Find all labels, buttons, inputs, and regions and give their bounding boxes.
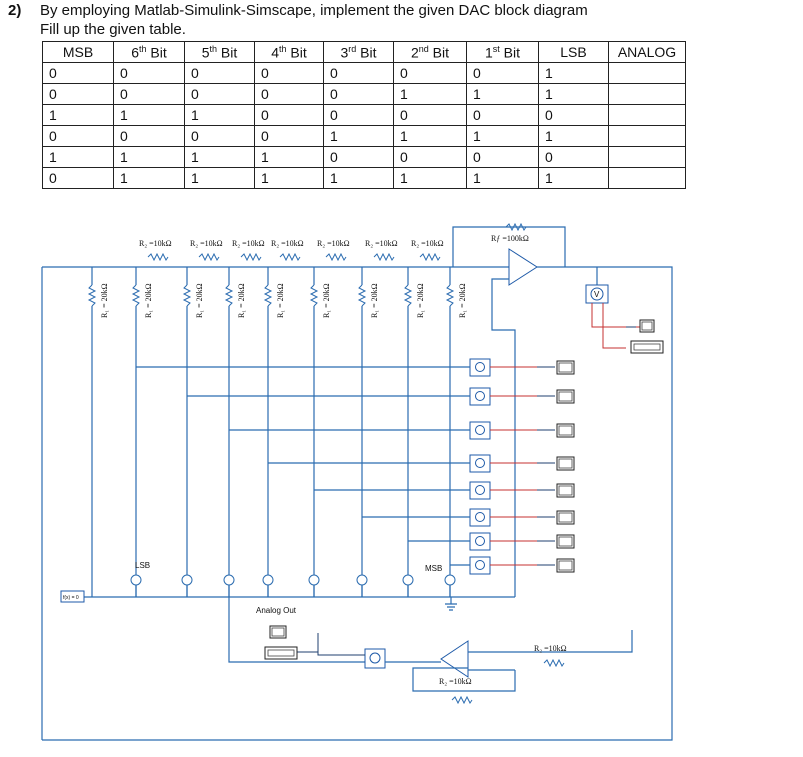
bit-cell: 1 xyxy=(185,168,255,189)
inverter-resistor-2 xyxy=(452,697,472,703)
header-tail: Bit xyxy=(286,44,307,61)
bit-cell: 0 xyxy=(43,168,114,189)
shunt-resistor xyxy=(265,285,271,306)
series-resistor-label: R₂ =10kΩ xyxy=(190,239,223,248)
header-text: MSB xyxy=(62,44,94,60)
header-tail: Bit xyxy=(356,44,377,61)
shunt-resistor xyxy=(359,285,365,306)
question-number: 2) xyxy=(8,2,22,19)
ground-symbol xyxy=(445,597,457,610)
shunt-resistor-label: R₁ = 20kΩ xyxy=(416,283,425,318)
shunt-resistor xyxy=(311,285,317,306)
bit-cell: 0 xyxy=(539,147,609,168)
shunt-resistor-label: R₁ = 20kΩ xyxy=(237,283,246,318)
shunt-resistor xyxy=(405,285,411,306)
bit-cell: 1 xyxy=(467,126,539,147)
msb-label: MSB xyxy=(425,564,443,573)
header-text: ANALOG xyxy=(617,44,677,60)
analog-out-sensor xyxy=(365,649,385,668)
shunt-resistor xyxy=(226,285,232,306)
bit-cell: 1 xyxy=(114,168,185,189)
bit-voltage-sensor xyxy=(470,509,490,526)
header-sup: rd xyxy=(348,43,357,54)
series-resistor-label: R₂ =10kΩ xyxy=(232,239,265,248)
analog-out-label: Analog Out xyxy=(256,606,297,615)
header-tail: Bit xyxy=(217,44,238,61)
bit-cell: 1 xyxy=(467,84,539,105)
shunt-resistor-label: R₁ = 20kΩ xyxy=(276,283,285,318)
voltmeter-signal-2 xyxy=(603,303,626,348)
header-text: 6 xyxy=(131,44,140,61)
series-resistor xyxy=(241,254,261,260)
shunt-resistor-label: R₁ = 20kΩ xyxy=(370,283,379,318)
shunt-resistor-label: R₁ = 20kΩ xyxy=(195,283,204,318)
dc-voltage-source xyxy=(309,575,319,585)
bit-cell: 0 xyxy=(255,126,324,147)
header-text: LSB xyxy=(560,44,587,60)
summing-opamp xyxy=(509,249,537,285)
bit-voltage-sensor xyxy=(470,422,490,439)
dc-voltage-source xyxy=(263,575,273,585)
header-sup: th xyxy=(139,43,147,54)
bit-cell: 1 xyxy=(43,105,114,126)
bit-cell: 0 xyxy=(324,84,394,105)
dc-voltage-source xyxy=(403,575,413,585)
bit-cell: 0 xyxy=(394,147,467,168)
series-resistor-label: R₂ =10kΩ xyxy=(317,239,350,248)
opamp1-plus-wire xyxy=(492,279,515,597)
bit-cell: 1 xyxy=(539,126,609,147)
voltage-sources xyxy=(131,575,455,597)
bit-cell: 1 xyxy=(255,147,324,168)
bit-cell: 1 xyxy=(539,168,609,189)
series-resistor-label: R₂ =10kΩ xyxy=(139,239,172,248)
header-tail: Bit xyxy=(146,44,167,61)
feedback-resistor-label: Rƒ =100kΩ xyxy=(491,234,529,243)
question-subtitle: Fill up the given table. xyxy=(40,21,186,38)
header-text: 1 xyxy=(484,44,493,61)
bit-cell: 1 xyxy=(185,147,255,168)
shunt-resistor xyxy=(133,285,139,306)
series-resistor xyxy=(326,254,346,260)
left-rail-wire xyxy=(42,267,92,740)
dc-voltage-source xyxy=(224,575,234,585)
bit-cell: 0 xyxy=(394,105,467,126)
header-text: 5 xyxy=(201,44,210,61)
bit-cell: 0 xyxy=(114,63,185,84)
bit-cell: 0 xyxy=(394,63,467,84)
solver-label: f(x) = 0 xyxy=(63,595,79,601)
bit-cell: 1 xyxy=(185,105,255,126)
bit-cell: 0 xyxy=(185,63,255,84)
header-sup: st xyxy=(492,43,500,54)
header-tail: Bit xyxy=(499,44,521,61)
shunt-resistor-label: R₁ = 20kΩ xyxy=(100,283,109,318)
inverter-resistor-label: R₂ =10kΩ xyxy=(534,644,567,653)
bit-cell: 0 xyxy=(43,63,114,84)
lsb-label: LSB xyxy=(135,561,151,570)
bit-cell: 0 xyxy=(185,126,255,147)
series-resistor xyxy=(148,254,168,260)
bit-voltage-sensor xyxy=(470,482,490,499)
bit-cell: 1 xyxy=(394,168,467,189)
voltmeter-symbol: V xyxy=(594,290,600,299)
inverter-resistor xyxy=(544,660,564,666)
bit-cell: 1 xyxy=(43,147,114,168)
dc-voltage-source xyxy=(445,575,455,585)
dc-voltage-source xyxy=(131,575,141,585)
shunt-resistor-label: R₁ = 20kΩ xyxy=(458,283,467,318)
header-sup: th xyxy=(279,43,287,54)
inverter-resistor-2-label: R₂ =10kΩ xyxy=(439,677,472,686)
bit-cell: 1 xyxy=(539,84,609,105)
bit-voltage-sensor xyxy=(470,533,490,550)
bit-cell: 1 xyxy=(467,168,539,189)
header-sup: nd xyxy=(418,43,429,54)
inverter-opamp xyxy=(441,641,468,677)
bit-cell: 0 xyxy=(467,105,539,126)
bit-cell: 0 xyxy=(114,84,185,105)
bit-cell: 1 xyxy=(324,126,394,147)
bit-voltage-sensor xyxy=(470,455,490,472)
bit-cell: 0 xyxy=(185,84,255,105)
analog-out-signal xyxy=(296,633,365,655)
bit-cell: 1 xyxy=(394,126,467,147)
bit-cell: 0 xyxy=(467,63,539,84)
shunt-resistor-label: R₁ = 20kΩ xyxy=(322,283,331,318)
shunt-resistor-label: R₁ = 20kΩ xyxy=(144,283,153,318)
bit-cell: 0 xyxy=(539,105,609,126)
bit-cell: 1 xyxy=(539,63,609,84)
series-resistor xyxy=(374,254,394,260)
bit-cell: 1 xyxy=(114,147,185,168)
voltmeter-signal xyxy=(592,303,640,327)
bit-cell: 1 xyxy=(114,105,185,126)
series-resistor-label: R₂ =10kΩ xyxy=(271,239,304,248)
bit-voltage-sensor xyxy=(470,388,490,405)
bit-cell: 0 xyxy=(467,147,539,168)
bit-cell: 0 xyxy=(324,63,394,84)
bit-cell: 0 xyxy=(43,84,114,105)
bit-cell: 1 xyxy=(394,84,467,105)
dc-voltage-source xyxy=(357,575,367,585)
bit-cell: 1 xyxy=(255,168,324,189)
bit-cell: 0 xyxy=(114,126,185,147)
bit-voltage-sensor xyxy=(470,557,490,574)
header-text: 3 xyxy=(340,44,349,61)
inverter-r-wire xyxy=(515,630,632,652)
header-tail: Bit xyxy=(428,44,450,61)
series-resistor-label: R₂ =10kΩ xyxy=(365,239,398,248)
series-resistor xyxy=(199,254,219,260)
header-text: 4 xyxy=(271,44,280,61)
header-sup: th xyxy=(209,43,218,54)
series-resistor-label: R₂ =10kΩ xyxy=(411,239,444,248)
bit-cell: 0 xyxy=(255,105,324,126)
series-resistor xyxy=(420,254,440,260)
header-text: 2 xyxy=(410,44,419,61)
shunt-resistor xyxy=(184,285,190,306)
dc-voltage-source xyxy=(182,575,192,585)
shunt-resistor xyxy=(447,285,453,306)
series-resistors xyxy=(139,239,444,260)
bit-cell: 1 xyxy=(324,168,394,189)
bit-wires xyxy=(136,367,470,565)
bit-cell: 0 xyxy=(43,126,114,147)
bit-cell: 0 xyxy=(255,63,324,84)
shunt-resistor xyxy=(89,285,95,306)
series-resistor xyxy=(280,254,300,260)
bit-cell: 0 xyxy=(324,105,394,126)
bit-cell: 0 xyxy=(324,147,394,168)
bit-cell: 0 xyxy=(255,84,324,105)
shunt-branches xyxy=(89,267,467,597)
bit-voltage-sensor xyxy=(470,359,490,376)
question-title: By employing Matlab-Simulink-Simscape, implement the given DAC block diagram xyxy=(40,2,588,19)
bit-sensors xyxy=(470,359,574,574)
